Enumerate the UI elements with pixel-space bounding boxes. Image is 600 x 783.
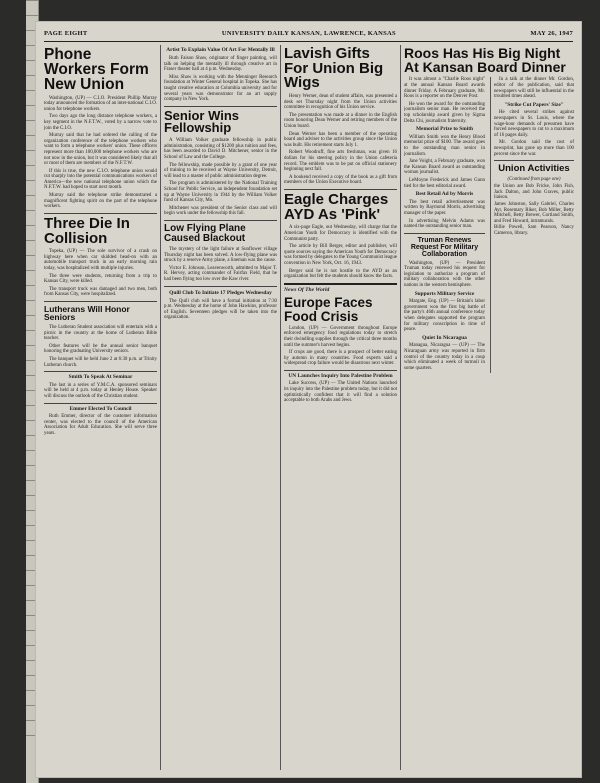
paper-name: UNIVERSITY DAILY KANSAN, LAWRENCE, KANSAS	[221, 30, 396, 37]
roos-subcolumn-right	[490, 77, 574, 373]
article-paragraph: Managua, Nicaragua — (UP) — The Nicaraguan army was reported in firm control of the country today in a coup which eliminated a week of turmoil in some quarters.	[404, 343, 485, 371]
divider	[44, 371, 157, 372]
column-rule	[400, 45, 401, 770]
article-paragraph: Murray said the telephone strike demonstrated a magnificent fighting spirit on the part of the telephone workers.	[44, 193, 157, 210]
divider	[44, 213, 157, 214]
article-paragraph: If crops are good, there is a prospect of better eating by autumn in many countries. Food experts said a widespread crop failure would be disastrous next winter.	[284, 350, 397, 367]
article-paragraph: Margate, Eng. (UP) — Britain's labor government won the first big battle of the party's 46th annual conference today when delegates supported the program for military conscription in time of peace.	[404, 299, 485, 333]
headline-lavish-gifts: Lavish Gifts For Union Big Wigs	[284, 45, 384, 92]
divider	[284, 189, 397, 190]
article-paragraph: Berger said he is not hostile to the AYD as an organization but felt the students should know the facts.	[284, 268, 397, 280]
subhead-nicaragua: Quiet In Nicaragua	[422, 334, 467, 341]
subhead-memorial-prize: Memorial Prize to Smith	[415, 126, 473, 133]
article-paragraph: Robert Woodruff, fine arts freshman, was given 16 dollars for his steering policy in the Union cafeteria record. The emblem was to be put on official stationery beginning next fall.	[284, 150, 397, 173]
article-paragraph: The presentation was made at a dinner in the English room honoring Dean Werner and retiring members of the Union board.	[284, 112, 397, 130]
headline-senior-fellowship: Senior Wins Fellowship	[164, 107, 240, 136]
headline-three-die: Three Die In Collision	[44, 214, 130, 247]
divider	[164, 220, 277, 221]
article-paragraph: Mitchener was president of the Senior class and will begin work under the fellowship this fall.	[164, 205, 277, 217]
roos-subcolumn-left	[404, 77, 485, 373]
article-paragraph: He won the award for the outstanding journalism senior man. He received the top scholarship award given by Sigma Delta Chi, journalism fraternity.	[404, 101, 485, 124]
headline-lutherans: Lutherans Will Honor Seniors	[44, 303, 130, 323]
headline-union-activities: Union Activities	[498, 163, 570, 175]
headline-phone-workers: Phone Workers Form New Union	[44, 46, 149, 94]
article-paragraph: The program is administered by the National Training School for Public Service, an independent foundation set up at Wayne University in 1944 by the William Volker fund of Kansas City, Mo.	[164, 181, 277, 204]
article-paragraph: Billie Powell, Sam Pearson, Nancy Cameron, library.	[493, 225, 574, 236]
subhead-best-retail-ad: Best Retail Ad by Morris	[415, 191, 474, 198]
issue-date: MAY 26, 1947	[530, 30, 573, 37]
article-paragraph: the Union are Bob Fricke, John Fish, Jack Dalton, and John Graves, public liaison.	[493, 184, 574, 201]
subhead-smith: Smith To Speak At Seminar	[68, 374, 133, 381]
subhead-un-inquiry: UN Launches Inquiry Into Palestine Problem	[288, 372, 393, 379]
subhead-military-service: Supports Military Service	[414, 290, 475, 297]
article-paragraph: The best retail advertisement was written by Raymond Morris, advertising manager of the paper.	[404, 199, 485, 216]
article-paragraph: If this is true, the new C.I.O. telephone union would cut sharply into the potential communications workers of America—the new national telephone union which the N.F.T.W. had hoped to start next month.	[44, 168, 157, 191]
headline-europe-food: Europe Faces Food Crisis	[284, 295, 373, 324]
article-paragraph: Dean Werner has been a member of the operating board and adviser to the activities group since the Union was built. His retirement starts July 1.	[284, 131, 397, 148]
article-paragraph: Washington, (UP) — C.I.O. President Phillip Murray today announced the formation of an inter-national C.I.O. union for telephone workers.	[44, 95, 157, 112]
article-paragraph: In a talk at the dinner Mr. Gordon, editor of the publication, said that newspapers will still be influential in the troubled times ahead.	[493, 77, 574, 100]
article-paragraph: Victor E. Johnson, Leavenworth, admitted to Major T. R. Hervey, acting commander of Fairfax Field, that he had been flying too low over the Kaw river.	[164, 265, 277, 282]
article-paragraph: The mystery of the light failure at Sunflower village Thursday night has been solved. A low-flying plane was struck by a reserve Army plane, a lineman was the cause.	[164, 246, 277, 264]
divider	[284, 370, 397, 371]
article-paragraph: Jane Voight, a February graduate, won the Kansan Board award as outstanding woman journalist.	[404, 159, 485, 176]
divider	[164, 106, 277, 107]
headline-artist: Artist To Explain Value Of Art For Mentally Ill	[166, 47, 275, 53]
headline-eagle-charges: Eagle Charges AYD As 'Pink'	[284, 190, 389, 223]
article-paragraph: Henry Werner, dean of student affairs, was presented a desk set Thursday night from the Union activities committee in recognition of his Union service.	[284, 94, 397, 111]
article-paragraph: Miss Shaw is working with the Menninger Research foundation at Winter General hospital in Topeka. She has taught creative education at Columbia university and for several years was demonstrator for an art supply company in New York.	[164, 74, 277, 103]
article-paragraph: London, (UP) — Government throughout Europe enforced emergency food regulations today to stretch their dwindling supplies through the critical three months until the summer's harvest begins.	[284, 325, 397, 348]
article-paragraph: Two days ago the long distance telephone workers, a key segment in the N.F.T.W., voted by a narrow vote to join the C.I.O.	[44, 114, 157, 131]
roos-story-columns	[404, 77, 574, 373]
article-paragraph: It was almost a "Charlie Roos night" at the annual Kansan Board awards dinner Friday. A February graduate, Mr. Roos is a reporter on the Denver Post.	[404, 77, 485, 100]
article-paragraph: He cited several strikes against newspapers in St. Louis, where the wage-hour demands of pressmen have forced newspapers to cut to a maximum of 16 pages daily.	[493, 110, 574, 138]
subhead-emmer: Emmer Elected To Council	[69, 405, 132, 412]
masthead	[44, 27, 573, 40]
article-paragraph: Mr. Gordon said the cost of newsprint, has gone up more than 100 percent since the war.	[493, 140, 574, 157]
column-4	[404, 45, 574, 775]
article-paragraph: Topeka, (UP) — The sole survivor of a crash on highway here when car skidded head-on with an automobile transport truck in an early morning rain today, was hospitalized with multiple injuries.	[44, 249, 157, 271]
article-paragraph: The Lutheran Student association will entertain with a picnic in the country at the home of Lutheran Bible teacher.	[44, 324, 157, 342]
article-paragraph: The fellowship, made possible by a grant of one year of training to be received at Wayne University, Detroit, will lead to a master of public administration degree.	[164, 162, 277, 179]
newspaper-page	[36, 22, 581, 777]
masthead-rule	[44, 41, 573, 42]
article-paragraph: A six-page Eagle, out Wednesday, will charge that the American Youth for Democracy is identified with the Communist party.	[284, 225, 397, 242]
subhead-strike: "Strike Cut Papers' Size"	[504, 101, 564, 108]
divider	[44, 403, 157, 404]
article-paragraph: Washington, (UP) — President Truman today renewed his request for legislation to authorize a program of military collaboration with the other nations in the western hemisphere.	[404, 260, 485, 289]
article-paragraph: Lake Success, (UP) — The United Nations launched its inquiry into the Palestine problem today, but it did not optimistically confident that it will find a solution acceptable to both Arabs and Jews.	[284, 381, 397, 404]
article-paragraph: The three were students, returning from a trip to Kansas City, were killed.	[44, 273, 157, 285]
article-paragraph: William Smith won the Henry Blood memorial prize of $100. The award goes to the outstanding man senior in journalism.	[404, 134, 485, 157]
article-paragraph: The article by Bill Berger, editor and publisher, will quote sources saying the American Youth for Democracy was formed by delegates to the Young Communist league convention in New York, Oct. 16, 1943.	[284, 244, 397, 266]
article-paragraph: Ruth Faison Shaw, originator of finger painting, will talk on helping the mentally ill through creative art in Fraser theater hall at 4 p.m. Wednesday.	[164, 56, 277, 73]
column-rule	[280, 45, 281, 770]
section-rule	[284, 283, 397, 285]
divider	[404, 233, 485, 234]
divider	[494, 160, 574, 161]
article-paragraph: The Quill club will have a formal initiation at 7:30 p.m. Wednesday at the home of John Hawkins, professor of English. Seventeen pledges will be taken into the organization.	[164, 298, 277, 321]
article-paragraph: A bookend received a copy of the book as a gift from members of the Union Executive board.	[284, 174, 397, 186]
article-paragraph: James Johnston, Sally Gabriel, Charles Ayr, Rosemary Riker, Bob Miller, Betty Mitchell, Betty Brewer, Cortland Smith, and Fred Howard, intramurals.	[493, 202, 574, 224]
column-3	[284, 45, 397, 775]
article-paragraph: The banquet will be held June 2 at 6:30 p.m. at Trinity Lutheran church.	[44, 356, 157, 368]
continued-note: (Continued from page one)	[507, 176, 561, 182]
headline-truman: Truman Renews Request For Military Collaboration	[410, 236, 479, 258]
section-title: News Of The World	[284, 286, 330, 293]
column-2	[164, 45, 277, 775]
column-rule	[160, 45, 161, 770]
article-paragraph: The transport truck was damaged and two men, both from Kansas City, were hospitalized.	[44, 286, 157, 298]
column-1	[44, 45, 157, 775]
article-paragraph: Murray said that he had ordered the calling of the organization conference of the telephone workers who want to form a telephone workers' union. These officers represent more than 100,000 telephone workers who are not now in the union, but it was considered likely that all or most of them are members of the N.F.T.W.	[44, 133, 157, 167]
divider	[44, 301, 157, 302]
headline-low-flying-plane: Low Flying Plane Caused Blackout	[164, 222, 246, 244]
article-paragraph: The last in a series of Y.M.C.A. sponsored seminars will be held at 4 p.m. today at Henley House. Speaker will discuss the outlook of the Christian student.	[44, 382, 157, 399]
article-paragraph: Ruth Emmer, director of the customer information center, was elected to the council of the American Association for Adult Education. She will serve three years.	[44, 414, 157, 436]
headline-quill-club: Quill Club To Initiate 17 Pledges Wednesday	[169, 289, 272, 296]
article-paragraph: A William Volker graduate fellowship in public administration, consisting of $1200 plus tuition and fees, has been awarded to David D. Mitchener, senior in the School of Law and the College.	[164, 138, 277, 160]
article-paragraph: LeMoyne Frederick and James Gunn tied for the best editorial award.	[404, 177, 485, 189]
article-paragraph: Other features will be the annual senior banquet honoring the graduating University seniors.	[44, 343, 157, 355]
headline-roos: Roos Has His Big Night At Kansan Board Dinner	[404, 45, 566, 75]
page-number: PAGE EIGHT	[44, 30, 88, 37]
article-paragraph: In advertising Melvin Adams was named the outstanding senior man.	[404, 218, 485, 230]
divider	[164, 286, 277, 287]
